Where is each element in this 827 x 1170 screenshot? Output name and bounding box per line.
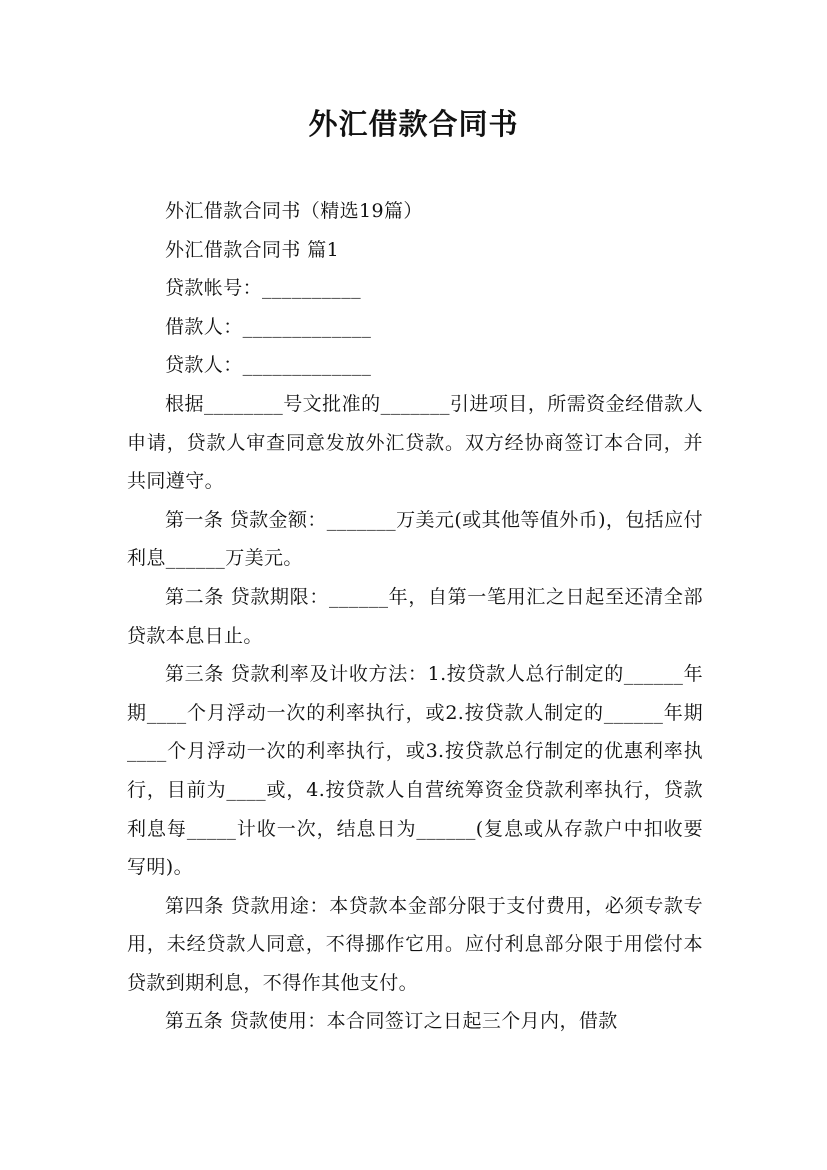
borrower-field: 借款人：_____________ [165,315,372,338]
document-body [127,192,703,1041]
article-5-paragraph: 第五条 贷款使用：本合同签订之日起三个月内，借款 [165,1010,618,1033]
article-2-paragraph: 第二条 贷款期限：______年，自第一笔用汇之日起至还清全部贷款本息日止。 [127,585,703,647]
section-heading: 外汇借款合同书 篇1 [165,238,340,261]
article-3-paragraph: 第三条 贷款利率及计收方法：1.按贷款人总行制定的______年期____个月浮动一次的利率执行，或2.按贷款人制定的______年期____个月浮动一次的利率执行，或3.按贷款总行制定的优惠利率执行，目前为____或，4.按贷款人自营统筹资金贷款利率执行，贷款利息每_____计收一次，结息日为______(复息或从存款户中扣收要写明)。 [127,663,703,879]
subtitle-line: 外汇借款合同书（精选19篇） [165,200,423,222]
document-title: 外汇借款合同书 [308,107,519,141]
article-4-paragraph: 第四条 贷款用途：本贷款本金部分限于支付费用，必须专款专用，未经贷款人同意，不得挪作它用。应付利息部分限于用偿付本贷款到期利息，不得作其他支付。 [127,894,703,994]
lender-field: 贷款人：_____________ [165,354,372,377]
article-1-paragraph: 第一条 贷款金额：_______万美元(或其他等值外币)，包括应付利息______万美元。 [127,508,703,570]
loan-account-field: 贷款帐号：__________ [165,277,362,300]
preamble-paragraph: 根据________号文批准的_______引进项目，所需资金经借款人申请，贷款人审查同意发放外汇贷款。双方经协商签订本合同，并共同遵守。 [127,392,703,493]
